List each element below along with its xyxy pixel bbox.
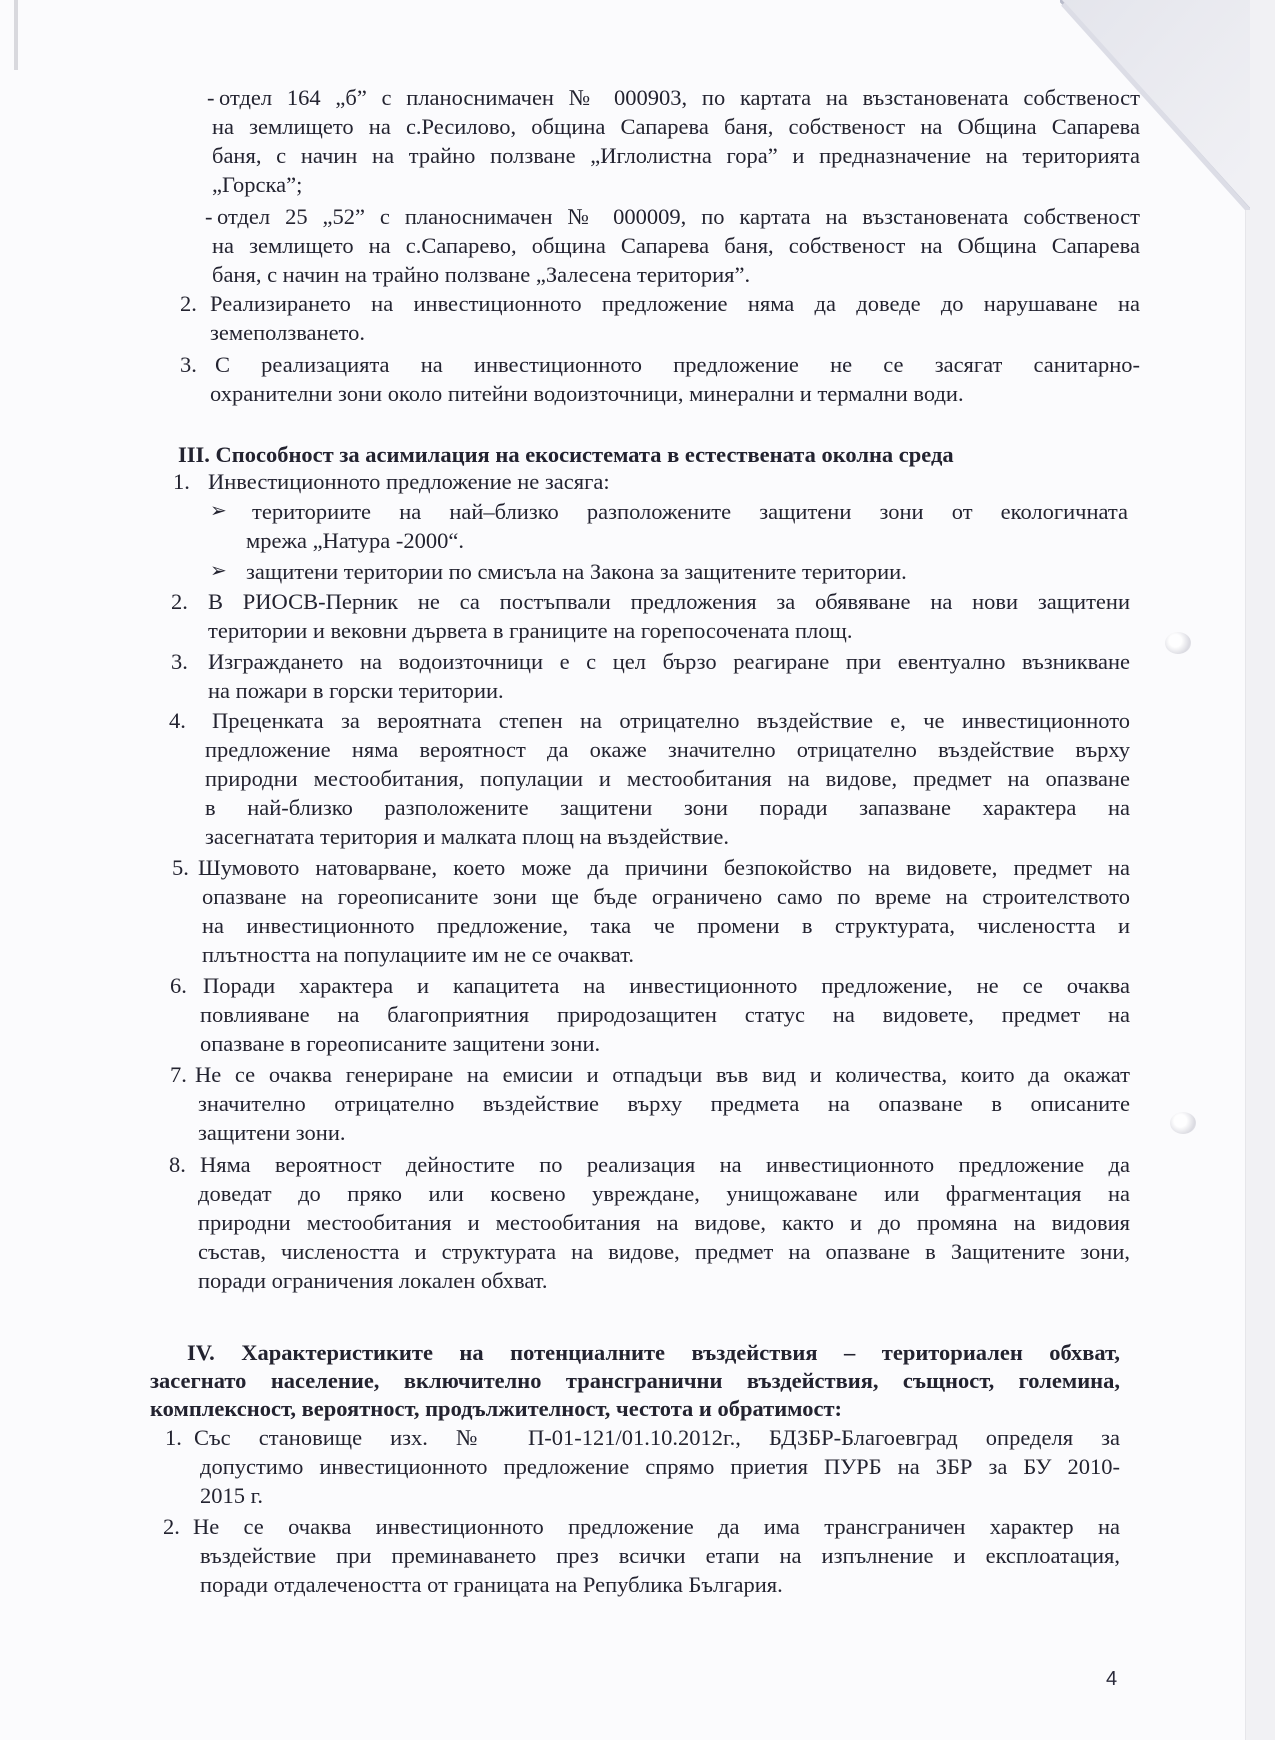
scan-border-bottom	[0, 1740, 1275, 1755]
text-line: на землището на с.Ресилово, община Сапарева баня, собственост на Община Сапарева	[212, 114, 1140, 139]
list-number: 5.	[172, 855, 189, 880]
text-line: Инвестиционното предложение не засяга:	[208, 469, 610, 494]
list-number: 4.	[169, 708, 186, 733]
list-number: 2.	[180, 291, 197, 316]
text-line: опазване в гореописаните защитени зони.	[200, 1031, 601, 1056]
text-line: Преценката за вероятната степен на отрицателно въздействие е, че инвестиционното	[212, 708, 1130, 733]
text-line: мрежа „Натура -2000“.	[246, 528, 465, 553]
text-line: състав, числеността и структурата на видове, предмет на опазване в Защитените зони,	[198, 1239, 1130, 1264]
scan-border-right	[1245, 0, 1275, 1755]
text-line: Няма вероятност дейностите по реализация на инвестиционното предложение да	[200, 1152, 1130, 1177]
text-line: поради ограничения локален обхват.	[198, 1268, 548, 1293]
text-line: земеползването.	[210, 320, 365, 345]
text-line: Не се очаква генериране на емисии и отпадъци във вид и количества, които да окажат	[195, 1062, 1130, 1087]
text-line: природни местообитания, популации и местообитания на видове, предмет на опазване	[205, 766, 1130, 791]
list-number: 3.	[180, 352, 197, 377]
text-line: отдел 25 „52” с планоснимачен № 000009, по картата на възстановената собственост	[217, 204, 1140, 229]
text-line: плътността на популациите им не се очакват.	[202, 942, 634, 967]
text-line: Със становище изх. № П-01-121/01.10.2012г., БДЗБР-Благоевград определя за	[194, 1425, 1120, 1450]
section-heading: комплексност, вероятност, продължителност, честота и обратимост:	[150, 1396, 842, 1421]
text-line: „Горска”;	[212, 172, 303, 197]
text-line: на пожари в горски територии.	[208, 678, 504, 703]
text-line: въздействие при преминаването през всички етапи на изпълнение и експлоатация,	[200, 1543, 1120, 1568]
dash-marker: -	[207, 85, 215, 110]
list-number: 2.	[171, 589, 188, 614]
list-number: 8.	[169, 1152, 186, 1177]
text-line: защитени територии по смисъла на Закона за защитените територии.	[246, 559, 907, 584]
text-line: на инвестиционното предложение, така че промени в структурата, числеността и	[202, 913, 1130, 938]
text-line: баня, с начин на трайно ползване „Иглолистна гора” и предназначение на територията	[212, 143, 1140, 168]
list-number: 2.	[163, 1514, 180, 1539]
text-line: поради отдалечеността от границата на Република България.	[200, 1572, 783, 1597]
dash-marker: -	[205, 204, 213, 229]
text-line: С реализацията на инвестиционното предложение не се засягат санитарно-	[215, 352, 1140, 377]
text-line: Не се очаква инвестиционното предложение да има трансграничен характер на	[193, 1514, 1120, 1539]
text-line: баня, с начин на трайно ползване „Залесена територия”.	[212, 262, 751, 287]
text-line: отдел 164 „б” с планоснимачен № 000903, по картата на възстановената собственост	[219, 85, 1140, 110]
text-line: територии и вековни дървета в границите на горепосочената площ.	[208, 618, 853, 643]
scan-edge-mark	[14, 0, 18, 70]
text-line: доведат до пряко или косвено увреждане, унищожаване или фрагментация на	[198, 1181, 1130, 1206]
text-line: допустимо инвестиционното предложение спрямо приетия ПУРБ на ЗБР за БУ 2010-	[200, 1454, 1120, 1479]
text-line: предложение няма вероятност да окаже значително отрицателно въздействие върху	[205, 737, 1130, 762]
text-line: в най-близко разположените защитени зони поради запазване характера на	[205, 795, 1130, 820]
arrowhead-bullet-icon: ➢	[210, 560, 227, 582]
text-line: В РИОСВ-Перник не са постъпвали предложения за обявяване на нови защитени	[208, 589, 1130, 614]
text-line: териториите на най–близко разположените защитени зони от екологичната	[252, 499, 1128, 524]
text-line: защитени зони.	[198, 1120, 346, 1145]
text-line: охранителни зони около питейни водоизточници, минерални и термални води.	[210, 381, 964, 406]
page-number: 4	[1106, 1668, 1118, 1690]
arrowhead-bullet-icon: ➢	[210, 500, 227, 522]
text-line: на землището на с.Сапарево, община Сапарева баня, собственост на Община Сапарева	[212, 233, 1140, 258]
text-line: опазване на гореописаните зони ще бъде ограничено само по време на строителството	[202, 884, 1130, 909]
text-line: повлияване на благоприятния природозащитен статус на видовете, предмет на	[200, 1002, 1130, 1027]
text-line: значително отрицателно въздействие върху предмета на опазване в описаните	[198, 1091, 1130, 1116]
list-number: 1.	[165, 1425, 182, 1450]
text-line: Изграждането на водоизточници е с цел бързо реагиране при евентуално възникване	[208, 649, 1130, 674]
list-number: 7.	[170, 1062, 187, 1087]
text-line: Шумовото натоварване, което може да причини безпокойство на видовете, предмет на	[198, 855, 1130, 880]
section-heading: засегнато население, включително трансгранични въздействия, същност, големина,	[150, 1368, 1120, 1393]
list-number: 6.	[170, 973, 187, 998]
list-number: 3.	[171, 649, 188, 674]
text-line: Поради характера и капацитета на инвестиционното предложение, не се очаква	[203, 973, 1130, 998]
section-heading: III. Способност за асимилация на екосистемата в естествената околна среда	[178, 442, 954, 467]
list-number: 1.	[173, 469, 190, 494]
text-line: природни местообитания и местообитания на видове, както и до промяна на видовия	[198, 1210, 1130, 1235]
text-line: 2015 г.	[200, 1483, 263, 1508]
punch-hole-mark	[1170, 1112, 1196, 1134]
text-line: Реализирането на инвестиционното предложение няма да доведе до нарушаване на	[210, 291, 1140, 316]
section-heading: IV. Характеристиките на потенциалните въздействия – териториален обхват,	[187, 1340, 1120, 1365]
text-line: засегнатата територия и малката площ на въздействие.	[205, 824, 729, 849]
punch-hole-mark	[1165, 632, 1191, 654]
